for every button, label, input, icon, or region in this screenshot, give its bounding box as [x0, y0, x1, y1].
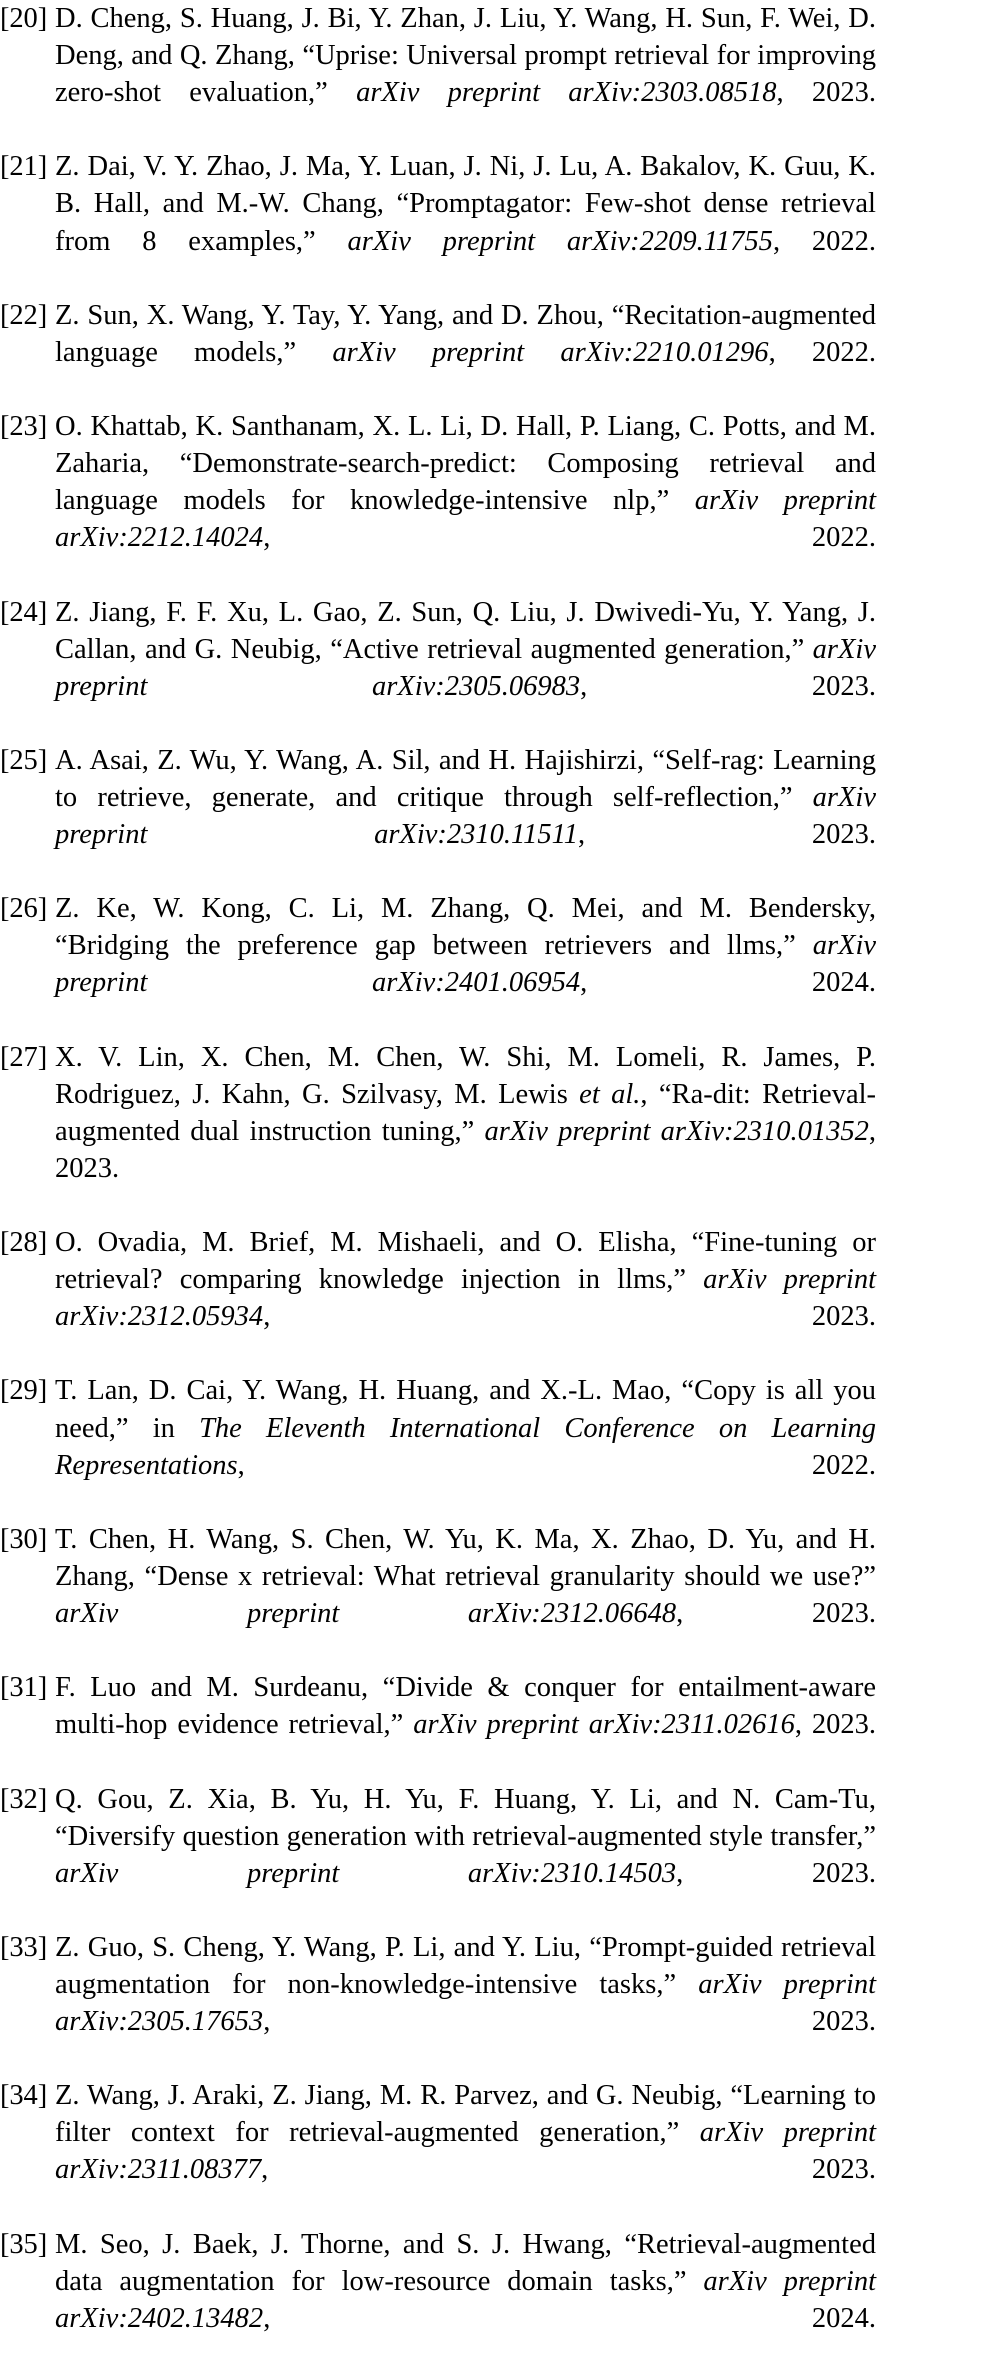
reference-authors: D. Cheng, S. Huang, J. Bi, Y. Zhan, J. Liu, Y. Wang, H. Sun, F. Wei, D. Deng, and Q. Zhang,: [55, 3, 876, 72]
reference-text: [55, 1669, 876, 1780]
reference-venue: arXiv preprint arXiv:2312.05934: [55, 1264, 876, 1333]
reference-title: “Retrieval-augmented data augmentation for low-resource domain tasks,”: [55, 2228, 876, 2297]
reference-entry: [0, 408, 876, 593]
reference-entry: [0, 890, 876, 1038]
reference-number: [21]: [0, 151, 48, 183]
reference-number: [23]: [0, 411, 48, 443]
reference-year: , 2023.: [676, 1857, 876, 1889]
reference-title: “Diversify question generation with retrieval-augmented style transfer,”: [55, 1820, 876, 1852]
reference-title: “Learning to filter context for retrieval-augmented generation,”: [55, 2080, 876, 2149]
reference-entry: [0, 2077, 876, 2225]
reference-text: [55, 594, 876, 742]
reference-venue: arXiv preprint arXiv:2303.08518: [356, 77, 777, 109]
reference-text: [55, 1929, 876, 2077]
reference-entry: [0, 1781, 876, 1929]
reference-text: [55, 742, 876, 890]
reference-authors-tail: ,: [640, 1078, 648, 1110]
reference-authors: Z. Dai, V. Y. Zhao, J. Ma, Y. Luan, J. Ni, J. Lu, A. Bakalov, K. Guu, K. B. Hall, and M.-W. Chang,: [55, 151, 876, 220]
reference-venue: arXiv preprint arXiv:2212.14024: [55, 485, 877, 554]
reference-entry: [0, 1224, 876, 1372]
reference-venue: arXiv preprint arXiv:2310.14503: [55, 1857, 677, 1889]
reference-title: “Copy is all you need,” in: [55, 1375, 877, 1444]
reference-venue: arXiv preprint arXiv:2311.02616: [413, 1709, 795, 1741]
reference-year: , 2022.: [772, 225, 877, 257]
reference-authors: X. V. Lin, X. Chen, M. Chen, W. Shi, M. Lomeli, R. James, P. Rodriguez, J. Kahn, G. Szilvasy, M. Lewis: [55, 1041, 876, 1110]
reference-authors: F. Luo and M. Surdeanu,: [55, 1672, 369, 1704]
reference-venue: arXiv preprint arXiv:2305.06983: [55, 633, 876, 702]
reference-authors: Z. Ke, W. Kong, C. Li, M. Zhang, Q. Mei, and M. Bendersky,: [55, 893, 876, 925]
reference-text: [55, 1039, 876, 1224]
reference-number: [20]: [0, 3, 48, 34]
reference-entry: [0, 0, 876, 148]
reference-title: “Self-rag: Learning to retrieve, generate, and critique through self-reflection,”: [55, 744, 877, 813]
reference-venue: arXiv preprint arXiv:2310.01352: [484, 1115, 869, 1147]
reference-year: , 2023.: [578, 819, 876, 851]
reference-entry: [0, 2226, 876, 2374]
reference-title: “Demonstrate-search-predict: Composing retrieval and language models for knowledge-intensive nlp,”: [55, 448, 876, 517]
reference-authors: M. Seo, J. Baek, J. Thorne, and S. J. Hwang,: [55, 2228, 612, 2260]
reference-entry: [0, 594, 876, 742]
reference-entry: [0, 1669, 876, 1780]
reference-year: , 2023.: [794, 1709, 877, 1741]
reference-year: , 2023.: [261, 2154, 876, 2186]
reference-authors: O. Ovadia, M. Brief, M. Mishaeli, and O. Elisha,: [55, 1227, 677, 1259]
reference-year: , 2023.: [263, 1301, 876, 1333]
reference-number: [26]: [0, 893, 48, 925]
reference-year: , 2024.: [263, 2302, 876, 2334]
reference-entry: [0, 1039, 876, 1224]
reference-number: [22]: [0, 299, 48, 331]
reference-number: [28]: [0, 1227, 48, 1259]
reference-year: , 2022.: [237, 1449, 876, 1481]
reference-title: “Ra-dit: Retrieval-augmented dual instruction tuning,”: [55, 1078, 877, 1147]
reference-entry: [0, 1929, 876, 2077]
reference-number: [34]: [0, 2080, 48, 2112]
reference-number: [31]: [0, 1672, 48, 1704]
reference-entry: [0, 148, 876, 296]
reference-venue: arXiv preprint arXiv:2310.11511: [55, 781, 876, 851]
reference-text: [55, 408, 876, 593]
reference-entry: [0, 297, 876, 408]
reference-text: [55, 1224, 876, 1372]
reference-title: “Prompt-guided retrieval augmentation for non-knowledge-intensive tasks,”: [55, 1931, 877, 2000]
reference-year: , 2023.: [55, 1115, 876, 1184]
reference-authors: Z. Sun, X. Wang, Y. Tay, Y. Yang, and D. Zhou,: [55, 299, 604, 331]
reference-entry: [0, 1372, 876, 1520]
reference-venue: arXiv preprint arXiv:2402.13482: [55, 2265, 877, 2334]
reference-entry: [0, 742, 876, 890]
reference-title: “Uprise: Universal prompt retrieval for improving zero-shot evaluation,”: [55, 40, 876, 109]
reference-year: , 2023.: [676, 1598, 876, 1630]
reference-year: , 2022.: [768, 336, 876, 368]
reference-text: [55, 297, 876, 408]
reference-title: “Active retrieval augmented generation,”: [330, 633, 805, 665]
reference-authors: Q. Gou, Z. Xia, B. Yu, H. Yu, F. Huang, Y. Li, and N. Cam-Tu,: [55, 1783, 876, 1815]
reference-number: [29]: [0, 1375, 48, 1407]
reference-venue: arXiv preprint arXiv:2312.06648: [55, 1598, 677, 1630]
reference-venue: arXiv preprint arXiv:2401.06954: [55, 930, 877, 999]
reference-authors: O. Khattab, K. Santhanam, X. L. Li, D. Hall, P. Liang, C. Potts, and M. Zaharia,: [55, 411, 876, 480]
reference-authors: T. Lan, D. Cai, Y. Wang, H. Huang, and X.-L. Mao,: [55, 1375, 672, 1407]
reference-year: , 2024.: [580, 967, 877, 999]
reference-number: [35]: [0, 2228, 48, 2260]
reference-text: [55, 1521, 876, 1669]
reference-year: , 2023.: [776, 77, 877, 109]
reference-authors: Z. Jiang, F. F. Xu, L. Gao, Z. Sun, Q. Liu, J. Dwivedi-Yu, Y. Yang, J. Callan, and G. Neubig,: [55, 596, 876, 665]
reference-venue: The Eleventh International Conference on Learning Representations: [55, 1412, 877, 1481]
reference-venue: arXiv preprint arXiv:2305.17653: [55, 1968, 876, 2038]
reference-text: [55, 1372, 876, 1520]
reference-number: [24]: [0, 596, 48, 628]
reference-title: “Promptagator: Few-shot dense retrieval from 8 examples,”: [55, 188, 876, 257]
reference-text: [55, 1781, 876, 1929]
reference-title: “Bridging the preference gap between retrievers and llms,”: [55, 930, 796, 962]
reference-text: [55, 148, 876, 296]
reference-venue: arXiv preprint arXiv:2209.11755: [347, 225, 773, 257]
reference-authors: Z. Wang, J. Araki, Z. Jiang, M. R. Parvez, and G. Neubig,: [55, 2080, 723, 2112]
reference-text: [55, 2077, 876, 2225]
reference-title: “Divide & conquer for entailment-aware multi-hop evidence retrieval,”: [55, 1672, 877, 1741]
reference-year: , 2023.: [263, 2006, 876, 2038]
reference-number: [32]: [0, 1783, 48, 1815]
reference-number: [30]: [0, 1523, 48, 1555]
reference-text: [55, 0, 876, 148]
reference-number: [33]: [0, 1931, 48, 1963]
reference-title: “Fine-tuning or retrieval? comparing knowledge injection in llms,”: [55, 1227, 877, 1296]
reference-year: , 2023.: [580, 670, 877, 702]
reference-venue: arXiv preprint arXiv:2210.01296: [332, 336, 769, 368]
reference-title: “Dense x retrieval: What retrieval granularity should we use?”: [144, 1560, 877, 1592]
reference-authors: Z. Guo, S. Cheng, Y. Wang, P. Li, and Y. Liu,: [55, 1931, 581, 1963]
reference-authors: T. Chen, H. Wang, S. Chen, W. Yu, K. Ma, X. Zhao, D. Yu, and H. Zhang,: [55, 1523, 876, 1592]
reference-number: [25]: [0, 744, 48, 776]
reference-entry: [0, 1521, 876, 1669]
reference-text: [55, 890, 876, 1038]
reference-venue: arXiv preprint arXiv:2311.08377: [55, 2117, 877, 2186]
reference-etal: et al.: [579, 1078, 641, 1110]
reference-year: , 2022.: [263, 522, 876, 554]
reference-title: “Recitation-augmented language models,”: [55, 299, 877, 368]
reference-text: [55, 2226, 876, 2374]
reference-authors: A. Asai, Z. Wu, Y. Wang, A. Sil, and H. Hajishirzi,: [55, 744, 645, 776]
reference-number: [27]: [0, 1041, 48, 1073]
